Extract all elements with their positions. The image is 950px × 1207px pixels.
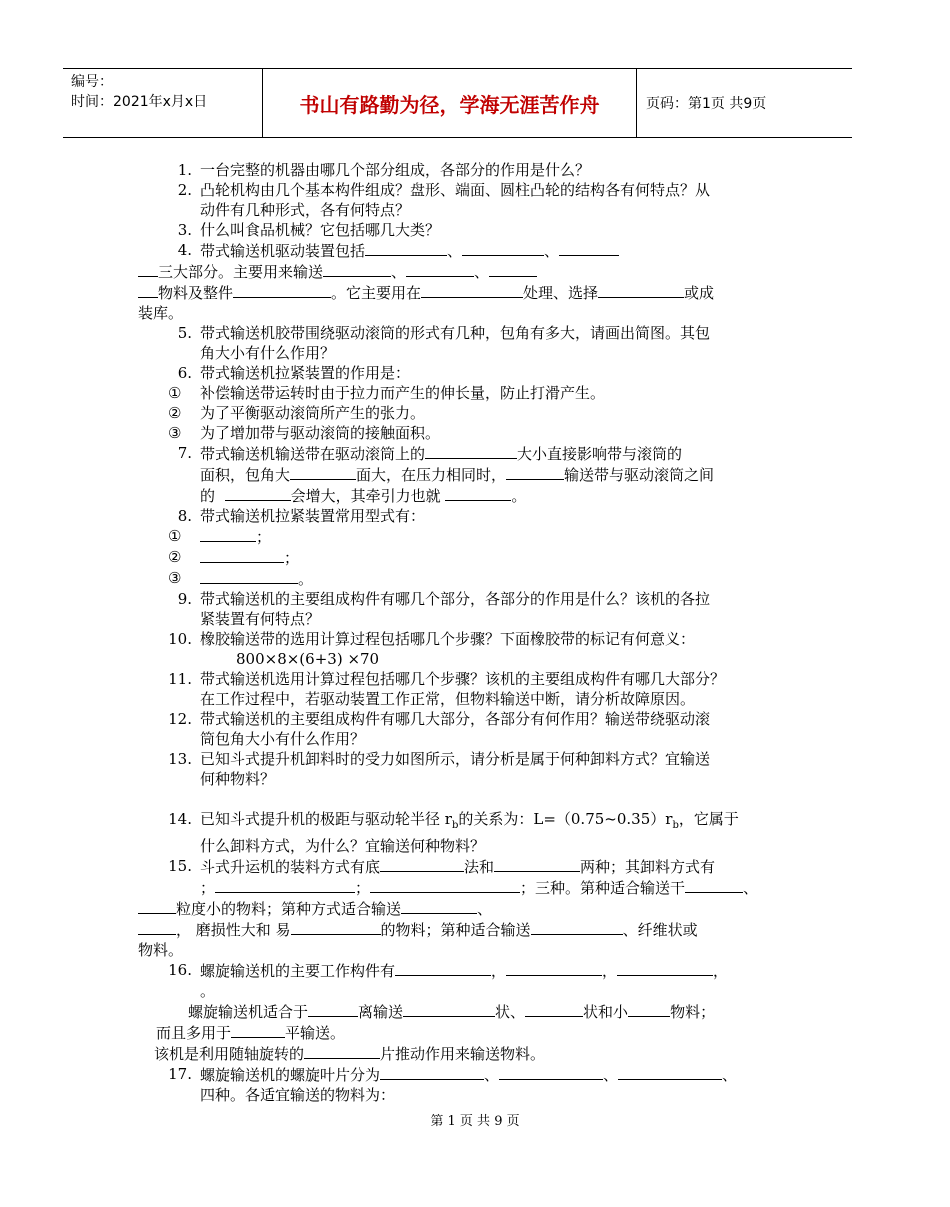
question-text: 已知斗式提升机卸料时的受力如图所示，请分析是属于何种卸料方式？宜输送: [200, 750, 711, 768]
blank[interactable]: [215, 877, 355, 893]
question-number: 14.: [168, 810, 192, 828]
question-number: 5.: [177, 324, 192, 342]
blank[interactable]: [231, 1022, 285, 1038]
separator: 、: [447, 242, 463, 260]
blank[interactable]: [200, 547, 284, 563]
question-number: 7.: [177, 444, 192, 462]
header-page-info: 页码：第1页 共9页: [646, 96, 767, 112]
blank[interactable]: [233, 282, 331, 298]
question-text: 动件有几种形式，各有何特点？: [200, 201, 411, 219]
question-text: 的物料；第种适合输送: [380, 921, 531, 939]
blank[interactable]: [425, 443, 517, 459]
question-text: 。: [511, 487, 527, 505]
question-list: [138, 160, 798, 1105]
question-16-continued: [138, 1043, 798, 1064]
question-text: 离输送: [358, 1003, 404, 1021]
blank[interactable]: [380, 1064, 484, 1080]
separator: ，: [602, 962, 618, 980]
question-text: 带式输送机拉紧装置常用型式有：: [200, 507, 426, 525]
blank[interactable]: [531, 919, 623, 935]
question-4-continued: [138, 282, 798, 303]
blank[interactable]: [370, 877, 520, 893]
question-text: 的: [200, 487, 216, 505]
question-number: 12.: [168, 710, 192, 728]
question-number: 6.: [177, 364, 192, 382]
question-1: [138, 160, 798, 180]
question-4: [138, 240, 798, 261]
question-number: 11.: [168, 670, 192, 688]
question-4-continued: [138, 261, 798, 282]
question-7: [138, 443, 798, 506]
separator: ；: [200, 879, 216, 897]
question-text: 筒包角大小有什么作用？: [200, 730, 366, 748]
question-text: ，它属于: [678, 810, 739, 828]
blank[interactable]: [598, 282, 684, 298]
question-number: 8.: [177, 507, 192, 525]
question-text: 会增大，其牵引力也就: [290, 487, 441, 505]
separator: ，: [713, 962, 729, 980]
question-number: 10.: [168, 630, 192, 648]
question-text: 。: [200, 982, 216, 1000]
option-text: 补偿输送带运转时由于拉力而产生的伸长量，防止打滑产生。: [200, 384, 606, 402]
question-text: 、纤维状或: [622, 921, 698, 939]
question-text: 物料；: [670, 1003, 716, 1021]
question-15-continued: [138, 919, 798, 940]
separator: 。: [298, 570, 314, 588]
question-15-continued: [138, 877, 798, 898]
question-number: 16.: [168, 961, 192, 979]
blank[interactable]: [365, 240, 447, 256]
question-number: 4.: [177, 241, 192, 259]
blank[interactable]: [138, 919, 176, 935]
separator: 、: [743, 879, 759, 897]
page-header: [63, 68, 852, 138]
question-text: 螺旋输送机的螺旋叶片分为: [200, 1066, 381, 1084]
separator: 、: [603, 1066, 619, 1084]
question-text: 什么卸料方式，为什么？宜输送何种物料？: [200, 837, 486, 855]
blank[interactable]: [291, 919, 381, 935]
question-text: 状、: [495, 1003, 526, 1021]
blank[interactable]: [628, 1001, 670, 1017]
question-text: 螺旋输送机的主要工作构件有: [200, 962, 396, 980]
option-1: [138, 383, 798, 403]
separator: ；: [355, 879, 371, 897]
question-6: [138, 363, 798, 383]
question-text: 带式输送机胶带围绕驱动滚筒的形式有几种，包角有多大，请画出简图。其包: [200, 324, 711, 342]
separator: 、: [484, 1066, 500, 1084]
separator: 、: [722, 1066, 738, 1084]
option-1: [138, 526, 798, 547]
blank[interactable]: [200, 568, 298, 584]
question-text: 大小直接影响带与滚筒的: [517, 445, 683, 463]
question-text: 带式输送机输送带在驱动滚筒上的: [200, 445, 426, 463]
question-text: 橡胶输送带的选用计算过程包括哪几个步骤？下面橡胶带的标记有何意义：: [200, 630, 696, 648]
blank[interactable]: [462, 240, 544, 256]
blank[interactable]: [559, 240, 619, 256]
question-text: 已知斗式提升机的极距与驱动轮半径 r: [200, 810, 452, 828]
blank[interactable]: [506, 960, 602, 976]
question-number: 15.: [168, 857, 192, 875]
blank[interactable]: [525, 1001, 583, 1017]
question-text: 何种物料？: [200, 770, 276, 788]
page-footer: 第 1 页 共 9 页: [430, 1114, 520, 1129]
option-text: 为了增加带与驱动滚筒的接触面积。: [200, 424, 441, 442]
question-15-continued: 物料。: [138, 941, 184, 959]
question-16-continued: [138, 1022, 798, 1043]
blank[interactable]: [617, 960, 713, 976]
separator: 、: [477, 900, 493, 918]
question-text: 。它主要用在: [331, 284, 422, 302]
blank[interactable]: [406, 261, 474, 277]
question-text: ， 磨损性大和 易: [176, 921, 291, 939]
blank[interactable]: [308, 1001, 358, 1017]
option-2: [138, 547, 798, 568]
question-10: [138, 629, 798, 649]
question-13: [138, 749, 798, 789]
option-marker: ①: [168, 384, 182, 402]
question-text: 带式输送机驱动装置包括: [200, 242, 366, 260]
separator: 、: [474, 263, 490, 281]
question-text: 片推动作用来输送物料。: [380, 1045, 546, 1063]
question-text: 带式输送机选用计算过程包括哪几个步骤？该机的主要组成构件有哪几大部分？: [200, 670, 726, 688]
blank[interactable]: [685, 877, 743, 893]
question-text: 平输送。: [285, 1024, 346, 1042]
blank[interactable]: [138, 282, 158, 298]
question-number: 9.: [177, 590, 192, 608]
blank[interactable]: [138, 898, 176, 914]
separator: 、: [544, 242, 560, 260]
separator: 、: [391, 263, 407, 281]
blank[interactable]: [499, 1064, 603, 1080]
question-17: [138, 1064, 798, 1105]
question-text: 螺旋输送机适合于: [188, 1003, 309, 1021]
blank[interactable]: [395, 960, 491, 976]
question-14: [138, 809, 798, 856]
blank[interactable]: [618, 1064, 722, 1080]
question-text: 带式输送机的主要组成构件有哪几大部分，各部分有何作用？输送带绕驱动滚: [200, 710, 711, 728]
question-8: [138, 506, 798, 526]
option-text: 为了平衡驱动滚筒所产生的张力。: [200, 404, 426, 422]
blank[interactable]: [489, 261, 537, 277]
question-5: [138, 323, 798, 363]
header-motto: 书山有路勤为径，学海无涯苦作舟: [262, 69, 637, 137]
blank[interactable]: [323, 261, 391, 277]
question-number: 2.: [177, 181, 192, 199]
question-text: 面大，在压力相同时，: [356, 466, 507, 484]
question-text: 在工作过程中，若驱动装置工作正常，但物料输送中断，请分析故障原因。: [200, 690, 696, 708]
separator: ，: [491, 962, 507, 980]
blank[interactable]: [421, 282, 523, 298]
question-16: [138, 960, 798, 1001]
question-text: 物料及整件: [158, 284, 234, 302]
question-text: 的关系为：L=（0.75~0.35）r: [458, 810, 673, 828]
blank[interactable]: [200, 526, 256, 542]
blank[interactable]: [290, 464, 356, 480]
question-9: [138, 589, 798, 629]
question-number: 1.: [177, 161, 192, 179]
question-text: 面积，包角大: [200, 466, 291, 484]
question-text: 状和小: [583, 1003, 629, 1021]
question-number: 17.: [168, 1065, 192, 1083]
question-2: [138, 180, 798, 220]
blank[interactable]: [403, 1001, 495, 1017]
option-2: [138, 403, 798, 423]
option-marker: ②: [168, 548, 182, 566]
question-text: 两种；其卸料方式有: [580, 858, 716, 876]
option-marker: ③: [168, 569, 182, 587]
option-marker: ③: [168, 424, 182, 442]
question-text: 什么叫食品机械？它包括哪几大类？: [200, 221, 441, 239]
question-text: 带式输送机拉紧装置的作用是：: [200, 364, 411, 382]
option-marker: ②: [168, 404, 182, 422]
question-12: [138, 709, 798, 749]
question-text: 法和: [464, 858, 495, 876]
question-number: 13.: [168, 750, 192, 768]
blank[interactable]: [401, 898, 477, 914]
question-text: 斗式升运机的装料方式有底: [200, 858, 381, 876]
belt-formula: 800×8×(6+3) ×70: [236, 650, 380, 668]
separator: ；: [256, 528, 272, 546]
question-text: 紧装置有何特点？: [200, 610, 321, 628]
subscript: b: [451, 820, 459, 831]
question-text: 粒度小的物料；第种方式适合输送: [176, 900, 402, 918]
serial-label: 编号：: [71, 74, 113, 90]
option-marker: ①: [168, 527, 182, 545]
option-3: [138, 423, 798, 443]
blank[interactable]: [225, 485, 291, 501]
question-3: [138, 220, 798, 240]
question-text: ；三种。第种适合输送干: [520, 879, 686, 897]
question-text: 一台完整的机器由哪几个部分组成，各部分的作用是什么？: [200, 161, 591, 179]
question-15: [138, 856, 798, 877]
question-11: [138, 669, 798, 709]
blank[interactable]: [138, 261, 158, 277]
question-number: 3.: [177, 221, 192, 239]
question-4-continued: 装库。: [138, 304, 184, 322]
question-text: 输送带与驱动滚筒之间: [564, 466, 715, 484]
question-15-continued: [138, 898, 798, 919]
separator: ；: [284, 549, 300, 567]
header-meta: [63, 69, 262, 137]
spacer: [138, 789, 798, 809]
blank[interactable]: [380, 856, 464, 872]
time-label: 时间：2021年x月x日: [71, 94, 208, 110]
question-text: 凸轮机构由几个基本构件组成？盘形、端面、圆柱凸轮的结构各有何特点？从: [200, 181, 711, 199]
option-3: [138, 568, 798, 589]
question-text: 该机是利用随轴旋转的: [154, 1045, 305, 1063]
question-text: 三大部分。主要用来输送: [158, 263, 324, 281]
blank[interactable]: [494, 856, 580, 872]
blank[interactable]: [445, 485, 511, 501]
question-text: 四种。各适宜输送的物料为：: [200, 1086, 396, 1104]
subscript: b: [672, 820, 679, 831]
question-text: 角大小有什么作用？: [200, 344, 336, 362]
blank[interactable]: [304, 1043, 380, 1059]
question-text: 带式输送机的主要组成构件有哪几个部分，各部分的作用是什么？该机的各拉: [200, 590, 711, 608]
question-text: 或成: [684, 284, 715, 302]
question-text: 而且多用于: [156, 1024, 232, 1042]
blank[interactable]: [506, 464, 564, 480]
question-text: 处理、选择: [523, 284, 599, 302]
question-16-continued: [138, 1001, 798, 1022]
